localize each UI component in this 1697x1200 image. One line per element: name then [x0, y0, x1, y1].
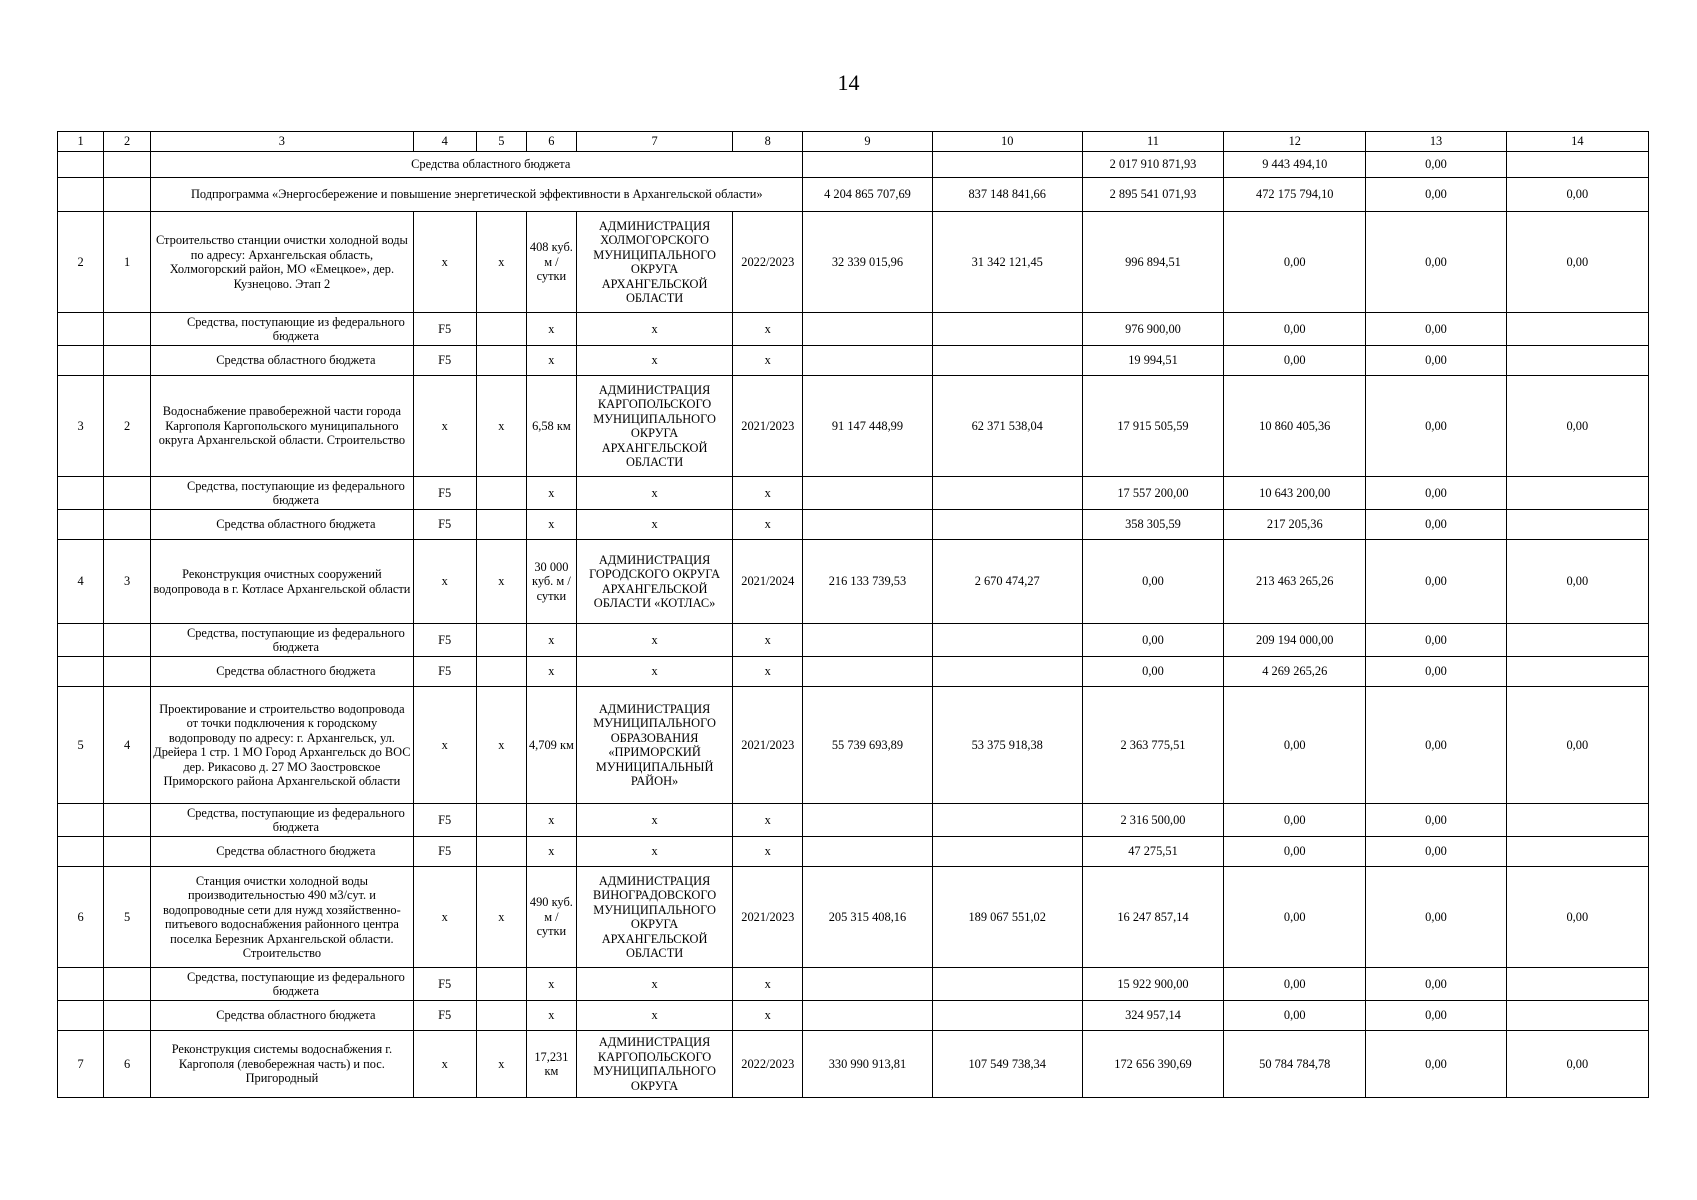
header-cell: 8	[733, 132, 803, 152]
cell-col8: х	[733, 510, 803, 540]
cell-col4: х	[413, 540, 476, 624]
cell-col5: х	[476, 212, 526, 313]
funding-source: Средства областного бюджета	[151, 837, 413, 867]
cell-col13: 0,00	[1366, 313, 1506, 346]
cell-col13: 0,00	[1366, 510, 1506, 540]
cell-col9	[803, 804, 932, 837]
cell-col6: 4,709 км	[526, 687, 576, 804]
cell-col10	[932, 804, 1082, 837]
cell-col12: 0,00	[1224, 687, 1366, 804]
cell-col2	[104, 624, 151, 657]
cell-col13: 0,00	[1366, 804, 1506, 837]
cell-col10	[932, 152, 1082, 178]
cell-col6: 6,58 км	[526, 376, 576, 477]
cell-col5: х	[476, 687, 526, 804]
cell-col11: 358 305,59	[1082, 510, 1223, 540]
cell-col11: 996 894,51	[1082, 212, 1223, 313]
table-row	[58, 657, 1649, 687]
cell-col8: 2021/2023	[733, 376, 803, 477]
cell-col9: 32 339 015,96	[803, 212, 932, 313]
header-cell: 14	[1506, 132, 1648, 152]
cell-col14	[1506, 477, 1648, 510]
cell-col10	[932, 968, 1082, 1001]
cell-col12: 0,00	[1224, 968, 1366, 1001]
cell-col4: х	[413, 867, 476, 968]
cell-col2	[104, 1001, 151, 1031]
cell-col11: 2 017 910 871,93	[1082, 152, 1223, 178]
cell-col8: х	[733, 477, 803, 510]
table-row	[58, 212, 1649, 313]
cell-col6: х	[526, 837, 576, 867]
cell-col11: 47 275,51	[1082, 837, 1223, 867]
cell-col4: х	[413, 687, 476, 804]
cell-col11: 976 900,00	[1082, 313, 1223, 346]
cell-col10: 31 342 121,45	[932, 212, 1082, 313]
cell-col10: 53 375 918,38	[932, 687, 1082, 804]
funding-source: Средства, поступающие из федерального бюджета	[151, 477, 413, 510]
cell-col5	[476, 510, 526, 540]
cell-col9	[803, 968, 932, 1001]
cell-col8: х	[733, 624, 803, 657]
cell-col1	[58, 1001, 104, 1031]
cell-col4: F5	[413, 657, 476, 687]
cell-col4: F5	[413, 624, 476, 657]
cell-col6: 30 000 куб. м / сутки	[526, 540, 576, 624]
table-row	[58, 510, 1649, 540]
cell-col8: 2021/2023	[733, 867, 803, 968]
header-cell: 5	[476, 132, 526, 152]
table-row	[58, 687, 1649, 804]
project-name: Водоснабжение правобережной части города Каргополя Каргопольского муниципального округа Архангельской области. Строительство	[151, 376, 413, 477]
cell-col9: 330 990 913,81	[803, 1031, 932, 1098]
cell-col10	[932, 1001, 1082, 1031]
cell-col5	[476, 837, 526, 867]
cell-col12: 0,00	[1224, 212, 1366, 313]
cell-col1	[58, 510, 104, 540]
cell-col6: х	[526, 1001, 576, 1031]
cell-col8: 2021/2024	[733, 540, 803, 624]
cell-col1	[58, 837, 104, 867]
cell-col9	[803, 477, 932, 510]
cell-col2: 1	[104, 212, 151, 313]
cell-col5: х	[476, 376, 526, 477]
cell-col8: х	[733, 657, 803, 687]
cell-col1	[58, 346, 104, 376]
cell-col8: х	[733, 346, 803, 376]
cell-col5	[476, 624, 526, 657]
cell-col12: 0,00	[1224, 867, 1366, 968]
cell-col10	[932, 837, 1082, 867]
cell-col2	[104, 178, 151, 212]
cell-col14	[1506, 510, 1648, 540]
subprogram-name: Подпрограмма «Энергосбережение и повышение энергетической эффективности в Архангельской области»	[151, 178, 803, 212]
agency-name: АДМИНИСТРАЦИЯ КАРГОПОЛЬСКОГО МУНИЦИПАЛЬНОГО ОКРУГА	[576, 1031, 732, 1098]
funding-source: Средства, поступающие из федерального бюджета	[151, 804, 413, 837]
cell-col11: 0,00	[1082, 657, 1223, 687]
cell-col1: 2	[58, 212, 104, 313]
cell-col10	[932, 313, 1082, 346]
cell-col10: 62 371 538,04	[932, 376, 1082, 477]
cell-col7: х	[576, 968, 732, 1001]
cell-col7: х	[576, 477, 732, 510]
header-cell: 1	[58, 132, 104, 152]
cell-col13: 0,00	[1366, 687, 1506, 804]
cell-col7: х	[576, 837, 732, 867]
project-name: Проектирование и строительство водопровода от точки подключения к городскому водопроводу по адресу: г. Архангельск, ул. Дрейера 1 стр. 1 МО Город Архангельск до ВОС дер. Рикасово д. 27 МО Заостровское Приморского района Архангельской области	[151, 687, 413, 804]
cell-col13: 0,00	[1366, 657, 1506, 687]
cell-col6: 490 куб. м / сутки	[526, 867, 576, 968]
cell-col6: х	[526, 313, 576, 346]
cell-col10	[932, 477, 1082, 510]
cell-col2	[104, 477, 151, 510]
header-cell: 7	[576, 132, 732, 152]
cell-col13: 0,00	[1366, 346, 1506, 376]
cell-col7: х	[576, 510, 732, 540]
cell-col6: х	[526, 477, 576, 510]
cell-col6: 17,231 км	[526, 1031, 576, 1098]
cell-col10	[932, 624, 1082, 657]
cell-col9	[803, 837, 932, 867]
cell-col8: х	[733, 837, 803, 867]
cell-col2: 4	[104, 687, 151, 804]
table-row	[58, 178, 1649, 212]
cell-col14	[1506, 624, 1648, 657]
cell-col12: 0,00	[1224, 346, 1366, 376]
cell-col10	[932, 346, 1082, 376]
cell-col9	[803, 657, 932, 687]
cell-col14	[1506, 804, 1648, 837]
cell-col10: 2 670 474,27	[932, 540, 1082, 624]
cell-col4: F5	[413, 313, 476, 346]
funding-source: Средства областного бюджета	[151, 657, 413, 687]
cell-col10	[932, 657, 1082, 687]
cell-col14: 0,00	[1506, 1031, 1648, 1098]
cell-col14: 0,00	[1506, 178, 1648, 212]
cell-col5: х	[476, 540, 526, 624]
cell-col6: х	[526, 624, 576, 657]
cell-col11: 324 957,14	[1082, 1001, 1223, 1031]
cell-col2: 3	[104, 540, 151, 624]
cell-col12: 9 443 494,10	[1224, 152, 1366, 178]
budget-table	[57, 131, 1649, 1098]
cell-col12: 50 784 784,78	[1224, 1031, 1366, 1098]
cell-col4: х	[413, 212, 476, 313]
cell-col1: 3	[58, 376, 104, 477]
cell-col14	[1506, 968, 1648, 1001]
cell-col5: х	[476, 1031, 526, 1098]
cell-col11: 2 316 500,00	[1082, 804, 1223, 837]
project-name: Строительство станции очистки холодной воды по адресу: Архангельская область, Холмогорский район, МО «Емецкое», дер. Кузнецово. Этап 2	[151, 212, 413, 313]
cell-col5	[476, 804, 526, 837]
cell-col14	[1506, 313, 1648, 346]
table-row	[58, 477, 1649, 510]
cell-col4: F5	[413, 1001, 476, 1031]
cell-col4: F5	[413, 837, 476, 867]
cell-col12: 0,00	[1224, 804, 1366, 837]
cell-col13: 0,00	[1366, 212, 1506, 313]
cell-col9	[803, 346, 932, 376]
cell-col1: 7	[58, 1031, 104, 1098]
table-row	[58, 313, 1649, 346]
header-cell: 12	[1224, 132, 1366, 152]
table-row	[58, 837, 1649, 867]
agency-name: АДМИНИСТРАЦИЯ КАРГОПОЛЬСКОГО МУНИЦИПАЛЬНОГО ОКРУГА АРХАНГЕЛЬСКОЙ ОБЛАСТИ	[576, 376, 732, 477]
cell-col8: х	[733, 968, 803, 1001]
cell-col8: 2022/2023	[733, 1031, 803, 1098]
cell-col9	[803, 152, 932, 178]
cell-col12: 10 860 405,36	[1224, 376, 1366, 477]
cell-col10: 837 148 841,66	[932, 178, 1082, 212]
cell-col2	[104, 346, 151, 376]
cell-col6: х	[526, 657, 576, 687]
cell-col5	[476, 1001, 526, 1031]
project-name: Реконструкция очистных сооружений водопровода в г. Котласе Архангельской области	[151, 540, 413, 624]
cell-col6: х	[526, 510, 576, 540]
cell-col14: 0,00	[1506, 687, 1648, 804]
cell-col12: 0,00	[1224, 1001, 1366, 1031]
table-row	[58, 624, 1649, 657]
cell-col9: 4 204 865 707,69	[803, 178, 932, 212]
cell-col5	[476, 346, 526, 376]
cell-col10: 189 067 551,02	[932, 867, 1082, 968]
header-cell: 2	[104, 132, 151, 152]
header-cell: 6	[526, 132, 576, 152]
cell-col4: F5	[413, 804, 476, 837]
cell-col5	[476, 477, 526, 510]
cell-col2	[104, 313, 151, 346]
cell-col1	[58, 152, 104, 178]
header-cell: 10	[932, 132, 1082, 152]
cell-col8: х	[733, 1001, 803, 1031]
cell-col5	[476, 657, 526, 687]
funding-source: Средства, поступающие из федерального бюджета	[151, 313, 413, 346]
cell-col14	[1506, 346, 1648, 376]
cell-col14: 0,00	[1506, 212, 1648, 313]
cell-col1	[58, 178, 104, 212]
funding-source: Средства областного бюджета	[151, 510, 413, 540]
cell-col13: 0,00	[1366, 837, 1506, 867]
cell-col13: 0,00	[1366, 376, 1506, 477]
cell-col8: 2022/2023	[733, 212, 803, 313]
cell-col13: 0,00	[1366, 152, 1506, 178]
table-row	[58, 540, 1649, 624]
page-number: 14	[837, 70, 860, 95]
cell-col2	[104, 968, 151, 1001]
cell-col4: F5	[413, 477, 476, 510]
agency-name: АДМИНИСТРАЦИЯ ГОРОДСКОГО ОКРУГА АРХАНГЕЛЬСКОЙ ОБЛАСТИ «КОТЛАС»	[576, 540, 732, 624]
cell-col2	[104, 510, 151, 540]
cell-col12: 213 463 265,26	[1224, 540, 1366, 624]
header-cell: 3	[151, 132, 413, 152]
cell-col12: 217 205,36	[1224, 510, 1366, 540]
table-row	[58, 1001, 1649, 1031]
cell-col6: х	[526, 804, 576, 837]
table-row	[58, 1031, 1649, 1098]
cell-col1	[58, 313, 104, 346]
cell-col7: х	[576, 624, 732, 657]
cell-col2	[104, 657, 151, 687]
cell-col11: 17 557 200,00	[1082, 477, 1223, 510]
cell-col6: х	[526, 346, 576, 376]
cell-col1: 6	[58, 867, 104, 968]
cell-col5	[476, 968, 526, 1001]
cell-col2: 5	[104, 867, 151, 968]
cell-col13: 0,00	[1366, 968, 1506, 1001]
cell-col1	[58, 657, 104, 687]
cell-col11: 0,00	[1082, 624, 1223, 657]
funding-source: Средства, поступающие из федерального бюджета	[151, 968, 413, 1001]
cell-col13: 0,00	[1366, 540, 1506, 624]
cell-col11: 172 656 390,69	[1082, 1031, 1223, 1098]
cell-col1	[58, 968, 104, 1001]
cell-col10	[932, 510, 1082, 540]
cell-col7: х	[576, 313, 732, 346]
cell-col13: 0,00	[1366, 477, 1506, 510]
cell-col2: 6	[104, 1031, 151, 1098]
project-name: Реконструкция системы водоснабжения г. Каргополя (левобережная часть) и пос. Пригородный	[151, 1031, 413, 1098]
cell-col2	[104, 837, 151, 867]
cell-col14	[1506, 837, 1648, 867]
cell-col4: х	[413, 376, 476, 477]
header-cell: 13	[1366, 132, 1506, 152]
cell-col6: 408 куб. м / сутки	[526, 212, 576, 313]
cell-col12: 4 269 265,26	[1224, 657, 1366, 687]
cell-col14	[1506, 1001, 1648, 1031]
cell-col8: х	[733, 313, 803, 346]
cell-col4: F5	[413, 968, 476, 1001]
cell-col1: 5	[58, 687, 104, 804]
cell-col13: 0,00	[1366, 1031, 1506, 1098]
cell-col13: 0,00	[1366, 867, 1506, 968]
cell-col9: 55 739 693,89	[803, 687, 932, 804]
cell-col5	[476, 313, 526, 346]
header-cell: 4	[413, 132, 476, 152]
header-cell: 9	[803, 132, 932, 152]
agency-name: АДМИНИСТРАЦИЯ ВИНОГРАДОВСКОГО МУНИЦИПАЛЬНОГО ОКРУГА АРХАНГЕЛЬСКОЙ ОБЛАСТИ	[576, 867, 732, 968]
cell-col11: 19 994,51	[1082, 346, 1223, 376]
cell-col11: 17 915 505,59	[1082, 376, 1223, 477]
cell-col9: 91 147 448,99	[803, 376, 932, 477]
cell-col7: х	[576, 346, 732, 376]
cell-col2	[104, 804, 151, 837]
cell-col11: 2 895 541 071,93	[1082, 178, 1223, 212]
cell-col10: 107 549 738,34	[932, 1031, 1082, 1098]
cell-col12: 472 175 794,10	[1224, 178, 1366, 212]
cell-col5: х	[476, 867, 526, 968]
cell-col14	[1506, 152, 1648, 178]
funding-source: Средства, поступающие из федерального бюджета	[151, 624, 413, 657]
table-row	[58, 867, 1649, 968]
funding-source: Средства областного бюджета	[151, 1001, 413, 1031]
cell-col4: F5	[413, 510, 476, 540]
cell-col7: х	[576, 1001, 732, 1031]
cell-col12: 209 194 000,00	[1224, 624, 1366, 657]
cell-col1	[58, 624, 104, 657]
cell-col8: 2021/2023	[733, 687, 803, 804]
cell-col7: х	[576, 657, 732, 687]
cell-col13: 0,00	[1366, 178, 1506, 212]
cell-col1: 4	[58, 540, 104, 624]
cell-col13: 0,00	[1366, 1001, 1506, 1031]
cell-col14: 0,00	[1506, 376, 1648, 477]
cell-col14: 0,00	[1506, 867, 1648, 968]
funding-source: Средства областного бюджета	[151, 346, 413, 376]
cell-col1	[58, 804, 104, 837]
cell-col14: 0,00	[1506, 540, 1648, 624]
table-row	[58, 376, 1649, 477]
cell-col4: F5	[413, 346, 476, 376]
table-row	[58, 804, 1649, 837]
column-number-header	[58, 132, 1649, 152]
cell-col9	[803, 510, 932, 540]
cell-col11: 0,00	[1082, 540, 1223, 624]
cell-col14	[1506, 657, 1648, 687]
cell-col2	[104, 152, 151, 178]
cell-col2: 2	[104, 376, 151, 477]
cell-col12: 10 643 200,00	[1224, 477, 1366, 510]
cell-col6: х	[526, 968, 576, 1001]
table-row	[58, 152, 1649, 178]
table-row	[58, 346, 1649, 376]
table-row	[58, 968, 1649, 1001]
cell-col12: 0,00	[1224, 837, 1366, 867]
agency-name: АДМИНИСТРАЦИЯ МУНИЦИПАЛЬНОГО ОБРАЗОВАНИЯ «ПРИМОРСКИЙ МУНИЦИПАЛЬНЫЙ РАЙОН»	[576, 687, 732, 804]
cell-col9	[803, 1001, 932, 1031]
cell-col11: 15 922 900,00	[1082, 968, 1223, 1001]
header-cell: 11	[1082, 132, 1223, 152]
cell-col9: 216 133 739,53	[803, 540, 932, 624]
cell-col7: х	[576, 804, 732, 837]
cell-col12: 0,00	[1224, 313, 1366, 346]
row-name: Средства областного бюджета	[151, 152, 803, 178]
cell-col11: 16 247 857,14	[1082, 867, 1223, 968]
cell-col13: 0,00	[1366, 624, 1506, 657]
project-name: Станция очистки холодной воды производительностью 490 м3/сут. и водопроводные сети для нужд хозяйственно-питьевого водоснабжения районного центра поселка Березник Архангельской области. Строительство	[151, 867, 413, 968]
cell-col9	[803, 313, 932, 346]
cell-col4: х	[413, 1031, 476, 1098]
cell-col11: 2 363 775,51	[1082, 687, 1223, 804]
cell-col9: 205 315 408,16	[803, 867, 932, 968]
agency-name: АДМИНИСТРАЦИЯ ХОЛМОГОРСКОГО МУНИЦИПАЛЬНОГО ОКРУГА АРХАНГЕЛЬСКОЙ ОБЛАСТИ	[576, 212, 732, 313]
cell-col8: х	[733, 804, 803, 837]
cell-col1	[58, 477, 104, 510]
cell-col9	[803, 624, 932, 657]
